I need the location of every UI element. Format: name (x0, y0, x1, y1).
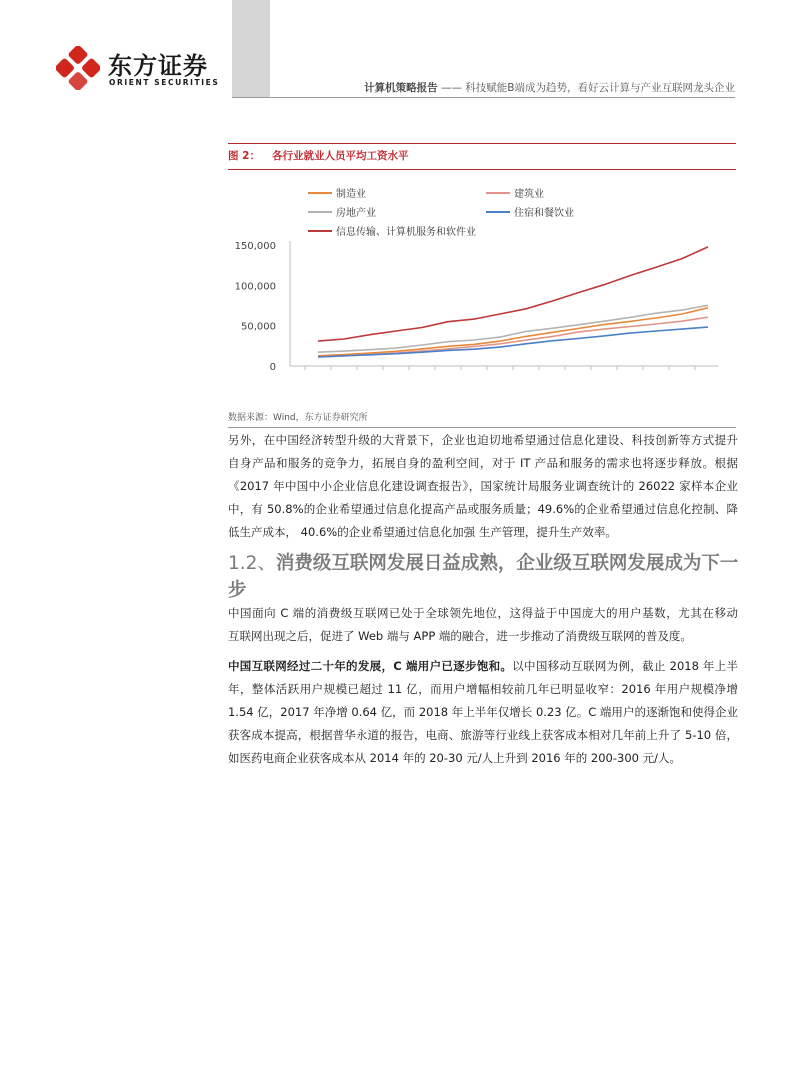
paragraph-line: 中，有 50.8%的企业希望通过信息化提高产品或服务质量；49.6%的企业希望通过信息化控制、降 (228, 502, 738, 516)
series-line (318, 247, 708, 341)
figure-top-rule (228, 143, 736, 144)
orient-logo-icon (56, 46, 100, 90)
paragraph-line: 低生产成本， 40.6%的企业希望通过信息化加强 生产管理，提升生产效率。 (228, 525, 617, 539)
lead-rest: 以中国移动互联网为例，截止 2018 年上半 (512, 659, 738, 673)
legend-label: 制造业 (336, 189, 366, 200)
paragraph-line: 获客成本提高，根据普华永道的报告，电商、旅游等行业线上获客成本相对几年前上升了 5-10 倍， (228, 728, 738, 742)
figure-number: 图 2： (228, 150, 260, 162)
report-title: 科技赋能B端成为趋势，看好云计算与产业互联网龙头企业 (465, 82, 735, 94)
legend-label: 房地产业 (336, 208, 376, 219)
section-title-line2: 步 (228, 580, 247, 601)
paragraph-line: 1.54 亿，2017 年净增 0.64 亿，而 2018 年上半年仅增长 0.23 亿。C 端用户的逐渐饱和使得企业 (228, 705, 738, 719)
y-tick-label: 150,000 (234, 241, 276, 252)
paragraph-consumer-internet (228, 602, 738, 648)
section-title-line1: 消费级互联网发展日益成熟，企业级互联网发展成为下一 (275, 553, 739, 574)
paragraph-line: 年，整体活跃用户规模已超过 11 亿，而用户增幅相较前几年已明显收窄：2016 年用户规模净增 (228, 682, 738, 696)
paragraph-line: 如医药电商企业获客成本从 2014 年的 20-30 元/人上升到 2016 年的 200-300 元/人。 (228, 751, 681, 765)
report-type: 计算机策略报告 (364, 82, 438, 94)
paragraph-c-end-saturation (228, 655, 738, 770)
paragraph-line: 互联网出现之后，促进了 Web 端与 APP 端的融合，进一步推动了消费级互联网的普及度。 (228, 629, 692, 643)
y-tick-label: 100,000 (234, 281, 276, 293)
running-header (364, 80, 735, 95)
header-separator: —— (440, 82, 462, 94)
paragraph-line (228, 655, 738, 678)
paragraph-line: 中国面向 C 端的消费级互联网已处于全球领先地位，这得益于中国庞大的用户基数，尤其在移动 (228, 606, 738, 620)
figure-caption-rule (228, 169, 736, 170)
legend-label: 信息传输、计算机服务和软件业 (336, 227, 476, 238)
wage-line-chart (228, 172, 736, 402)
section-heading (228, 550, 740, 604)
logo-chinese-name: 东方证券 (108, 52, 208, 80)
company-logo (56, 46, 256, 94)
lead-sentence: 中国互联网经过二十年的发展，C 端用户已逐步饱和。 (228, 659, 513, 673)
y-tick-label: 0 (269, 362, 276, 373)
paragraph-line: 《2017 年中国中小企业信息化建设调查报告》，国家统计局服务业调查统计的 26022 家样本企业 (228, 479, 738, 493)
paragraph-demand (228, 429, 738, 544)
figure-caption (228, 148, 408, 163)
legend-label: 建筑业 (514, 189, 544, 200)
header-rule (232, 97, 735, 98)
figure-bottom-rule (228, 427, 736, 428)
series-line (318, 317, 708, 357)
figure-title: 各行业就业人员平均工资水平 (271, 150, 409, 162)
logo-english-name: ORIENT SECURITIES (109, 78, 220, 87)
y-tick-label: 50,000 (241, 321, 276, 333)
section-number: 1.2、 (228, 553, 276, 574)
paragraph-line: 另外，在中国经济转型升级的大背景下，企业也迫切地希望通过信息化建设、科技创新等方式提升 (228, 433, 738, 447)
paragraph-line: 自身产品和服务的竞争力，拓展自身的盈利空间，对于 IT 产品和服务的需求也将逐步释放。根据 (228, 456, 738, 470)
legend-label: 住宿和餐饮业 (514, 208, 574, 219)
figure-source: 数据来源：Wind，东方证券研究所 (228, 413, 368, 423)
